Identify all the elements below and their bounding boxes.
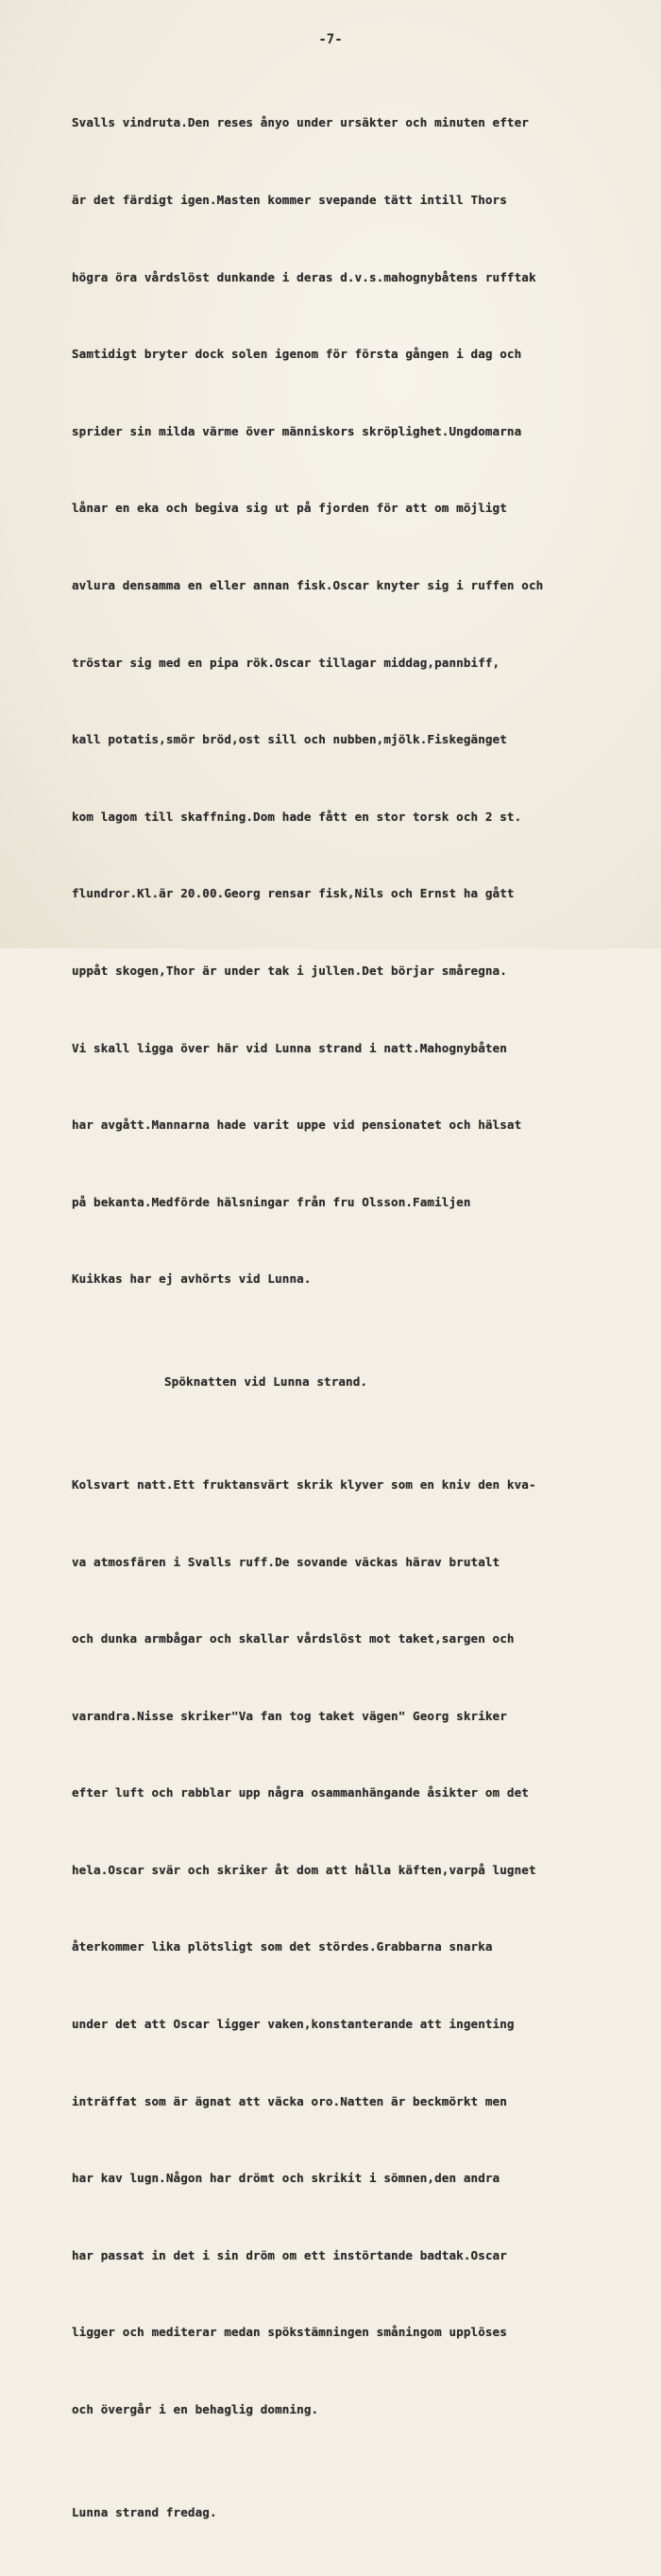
- text-line: efter luft och rabblar upp några osammanhängande åsikter om det: [72, 1785, 529, 1800]
- text-line: kall potatis,smör bröd,ost sill och nubben,mjölk.Fiskegänget: [72, 732, 507, 747]
- text-line: har passat in det i sin dröm om ett instörtande badtak.Oscar: [72, 2247, 507, 2262]
- text-line: inträffat som är ägnat att väcka oro.Natten är beckmörkt men: [72, 2093, 507, 2108]
- text-line: har avgått.Mannarna hade varit uppe vid pensionatet och hälsat: [72, 1117, 522, 1133]
- text-line: avlura densamma en eller annan fisk.Oscar knyter sig i ruffen och: [72, 577, 544, 592]
- text-line: har kav lugn.Någon har drömt och skrikit i sömnen,den andra: [72, 2171, 500, 2186]
- text-line: ligger och mediterar medan spökstämningen småningom upplöses: [72, 2325, 507, 2340]
- text-line: varandra.Nisse skriker"Va fan tog taket vägen" Georg skriker: [72, 1708, 507, 1723]
- text-line: återkommer lika plötsligt som det stördes.Grabbarna snarka: [72, 1939, 493, 1954]
- closing-line: Lunna strand fredag.: [72, 2504, 217, 2519]
- text-line: på bekanta.Medförde hälsningar från fru Olsson.Familjen: [72, 1194, 471, 1209]
- section-heading: Spöknatten vid Lunna strand.: [164, 1374, 368, 1390]
- text-line: Vi skall ligga över här vid Lunna strand i natt.Mahognybåten: [72, 1040, 507, 1055]
- text-line: och övergår i en behaglig domning.: [72, 2402, 319, 2417]
- text-line: va atmosfären i Svalls ruff.De sovande väckas härav brutalt: [72, 1554, 500, 1569]
- text-line: uppåt skogen,Thor är under tak i jullen.Det börjar småregna.: [72, 963, 507, 978]
- page-number: -7-: [318, 32, 343, 47]
- text-line: högra öra vårdslöst dunkande i deras d.v.s.mahognybåtens rufftak: [72, 269, 536, 284]
- text-line: sprider sin milda värme över människors skröplighet.Ungdomarna: [72, 423, 522, 438]
- text-line: lånar en eka och begiva sig ut på fjorden för att om möjligt: [72, 501, 507, 516]
- text-line: hela.Oscar svär och skriker åt dom att hålla käften,varpå lugnet: [72, 1862, 536, 1877]
- text-line: Kuikkas har ej avhörts vid Lunna.: [72, 1271, 312, 1287]
- text-line: Kolsvart natt.Ett fruktansvärt skrik klyver som en kniv den kva-: [72, 1476, 536, 1492]
- text-line: flundror.Kl.är 20.00.Georg rensar fisk,Nils och Ernst ha gått: [72, 886, 515, 901]
- text-line: och dunka armbågar och skallar vårdslöst mot taket,sargen och: [72, 1631, 515, 1646]
- text-line: kom lagom till skaffning.Dom hade fått en stor torsk och 2 st.: [72, 809, 522, 824]
- text-line: Svalls vindruta.Den reses ånyo under ursäkter och minuten efter: [72, 115, 529, 130]
- text-line: under det att Oscar ligger vaken,konstanterande att ingenting: [72, 2017, 515, 2032]
- body-text: [72, 59, 638, 2576]
- text-line: är det färdigt igen.Masten kommer svepande tätt intill Thors: [72, 193, 507, 207]
- text-line: tröstar sig med en pipa rök.Oscar tillagar middag,pannbiff,: [72, 655, 500, 670]
- text-line: Samtidigt bryter dock solen igenom för första gången i dag och: [72, 347, 522, 362]
